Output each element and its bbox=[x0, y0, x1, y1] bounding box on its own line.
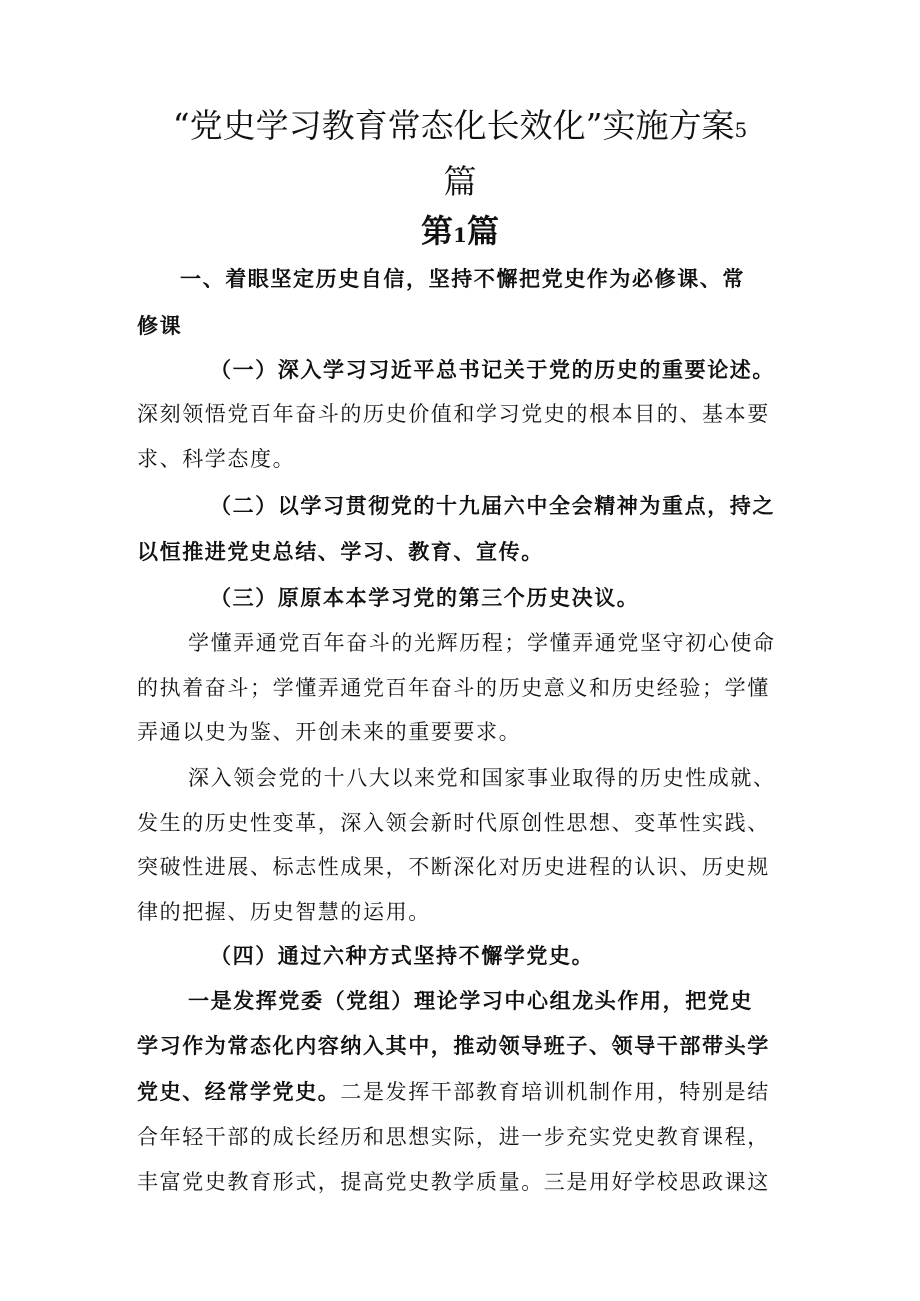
paragraph-line: 丰富党史教育形式，提高党史教学质量。三是用好学校思政课这 bbox=[137, 1170, 770, 1194]
paragraph-line: 律的把握、历史智慧的运用。 bbox=[137, 900, 431, 924]
document-title-number: 5 bbox=[734, 118, 748, 142]
bold-inline-text: 党史、经常学党史。 bbox=[137, 1080, 341, 1104]
paragraph-line: 深刻领悟党百年奋斗的历史价值和学习党史的根本目的、基本要 bbox=[137, 402, 770, 426]
subsection-heading-2-continued: 以恒推进党史总结、学习、教育、宣传。 bbox=[137, 540, 544, 564]
subsection-heading-4: （四）通过六种方式坚持不懈学党史。 bbox=[210, 944, 595, 968]
chapter-number: 1 bbox=[453, 223, 467, 247]
chapter-prefix: 第 bbox=[421, 212, 454, 250]
section-heading-1-continued: 修课 bbox=[137, 314, 183, 338]
subsection-heading-3: （三）原原本本学习党的第三个历史决议。 bbox=[210, 586, 640, 610]
paragraph-line: 发生的历史性变革，深入领会新时代原创性思想、变革性实践、 bbox=[137, 811, 770, 835]
inline-text: 二是发挥干部教育培训机制作用，特别是结 bbox=[340, 1080, 770, 1104]
document-title bbox=[140, 98, 780, 158]
paragraph-line: 合年轻干部的成长经历和思想实际，进一步充实党史教育课程， bbox=[137, 1125, 770, 1149]
document-title-text: “党史学习教育常态化长效化”实施方案 bbox=[172, 106, 735, 145]
paragraph-line: 学懂弄通党百年奋斗的光辉历程；学懂弄通党坚守初心使命 bbox=[188, 631, 776, 655]
subsection-heading-1: （一）深入学习习近平总书记关于党的历史的重要论述。 bbox=[210, 358, 775, 382]
paragraph-line: 突破性进展、标志性成果，不断深化对历史进程的认识、历史规 bbox=[137, 855, 770, 879]
bold-paragraph-line: 一是发挥党委（党组）理论学习中心组龙头作用，把党史 bbox=[188, 989, 753, 1013]
paragraph-line: 的执着奋斗；学懂弄通党百年奋斗的历史意义和历史经验；学懂 bbox=[137, 676, 770, 700]
chapter-suffix: 篇 bbox=[466, 212, 499, 250]
paragraph-line: 求、科学态度。 bbox=[137, 447, 296, 471]
subsection-heading-2: （二）以学习贯彻党的十九届六中全会精神为重点，持之 bbox=[210, 494, 775, 518]
chapter-heading bbox=[140, 206, 780, 260]
paragraph-line: 弄通以史为鉴、开创未来的重要要求。 bbox=[137, 720, 522, 744]
document-title-continued: 篇 bbox=[443, 162, 477, 201]
bold-paragraph-line: 学习作为常态化内容纳入其中，推动领导班子、领导干部带头学 bbox=[137, 1034, 770, 1058]
mixed-paragraph-line bbox=[137, 1077, 787, 1107]
section-heading-1: 一、着眼坚定历史自信，坚持不懈把党史作为必修课、常 bbox=[180, 267, 745, 291]
paragraph-line: 深入领会党的十八大以来党和国家事业取得的历史性成就、 bbox=[188, 766, 776, 790]
